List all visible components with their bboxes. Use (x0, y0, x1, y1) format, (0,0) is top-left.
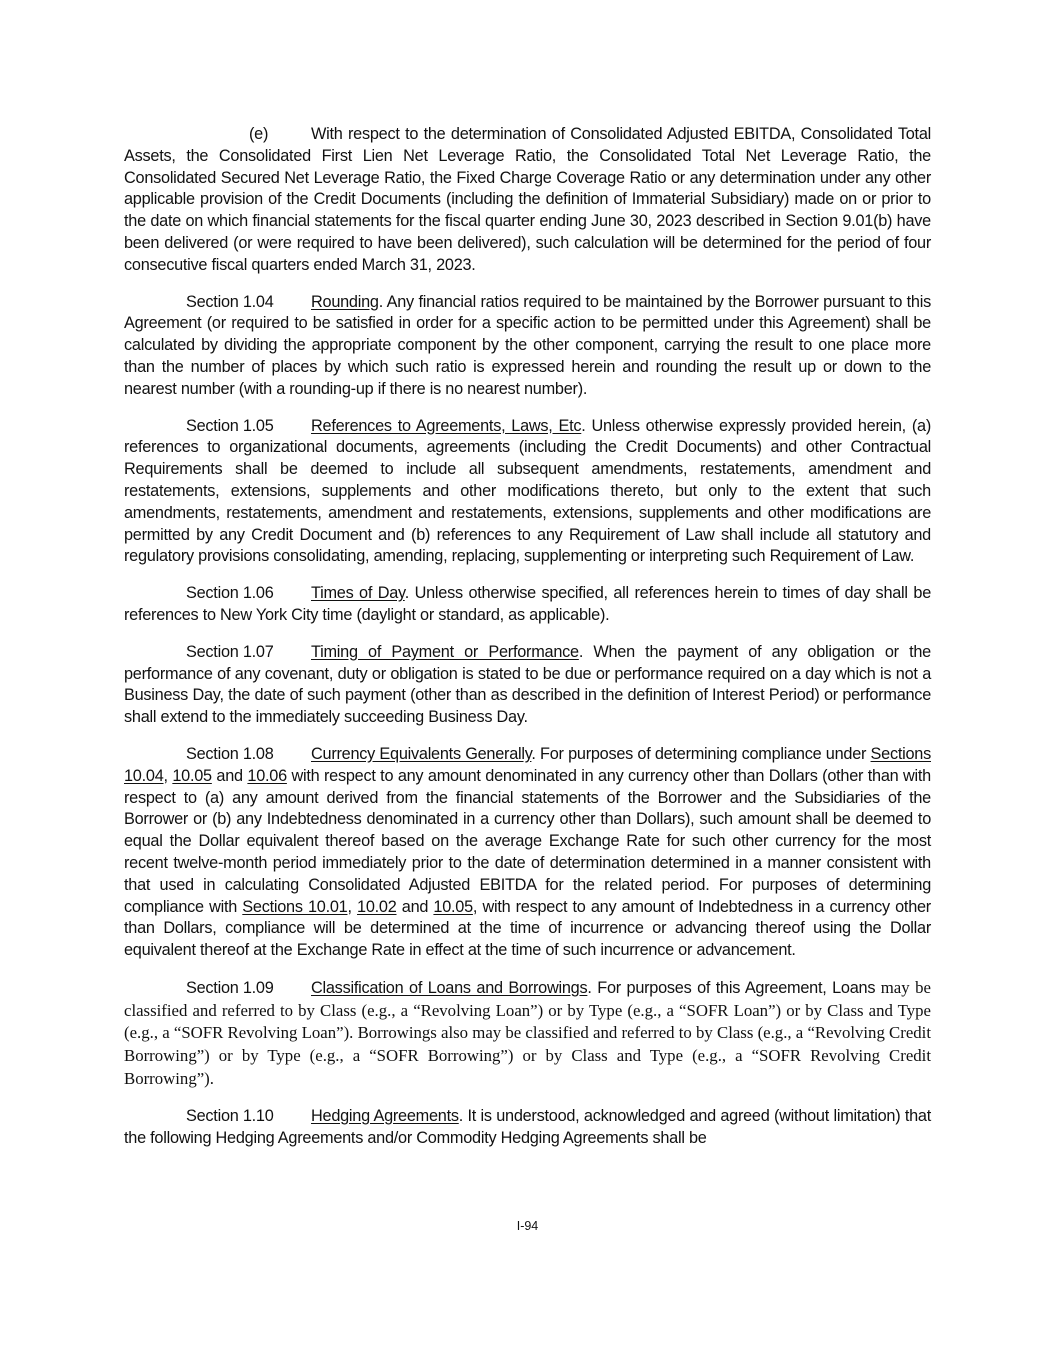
section-title: Currency Equivalents Generally (311, 744, 532, 763)
section-text: . For purposes of this Agreement, Loans (587, 978, 876, 997)
section-number: Section 1.09 (186, 978, 274, 997)
section-number: Section 1.10 (186, 1106, 274, 1125)
section-text: . Any financial ratios required to be maintained by the Borrower pursuant to this Agreement (or required to be satisfied in order for a specific action to be permitted under this Agreement) shall be calculated by dividing the appropriate component by the other component, carrying the result to one place more than the number of places by which such ratio is expressed herein and rounding the result up or down to the nearest number (with a rounding-up if there is no nearest number). (124, 292, 931, 398)
section-text: . Unless otherwise specified, all references herein to times of day shall be references to New York City time (daylight or standard, as applicable). (124, 584, 931, 624)
paragraph-e (124, 124, 931, 277)
paragraph-e-label: (e) (249, 125, 269, 143)
section-title: Times of Day (311, 584, 405, 603)
section-1-04 (124, 292, 931, 401)
cross-reference-link[interactable]: 10.06 (247, 766, 287, 785)
section-text: with respect to any amount denominated in any currency other than Dollars (other than with respect to (a) any amount derived from the financial statements of the Borrower and the Subsidiaries of the Borrower or (b) any Indebtedness denominated in a currency other than Dollars), such amount shall be deemed to equal the Dollar equivalent thereof based on the average Exchange Rate for such other currency for the most recent twelve-month period immediately prior to the date of determination determined in a manner consistent with that used in calculating Consolidated Adjusted EBITDA for the related period. For purposes of determining compliance with (124, 766, 931, 916)
section-title: References to Agreements, Laws, Etc (311, 416, 582, 435)
cross-reference-link[interactable]: 10.02 (357, 897, 397, 916)
section-number: Section 1.06 (186, 584, 274, 603)
document-page (124, 124, 931, 1164)
section-number: Section 1.04 (186, 292, 274, 311)
section-text: and (211, 766, 248, 785)
section-text: . When the payment of any obligation or the performance of any covenant, duty or obligation is stated to be due or performance required on a day which is not a Business Day, the date of such payment (other than as described in the definition of Interest Period) or performance shall extend to the immediately succeeding Business Day. (124, 642, 931, 727)
page-number: I-94 (516, 1219, 539, 1233)
section-title: Hedging Agreements (311, 1106, 459, 1125)
section-1-10 (124, 1106, 931, 1150)
section-text: , (163, 766, 173, 785)
section-title: Classification of Loans and Borrowings (311, 978, 588, 997)
cross-reference-link[interactable]: 10.05 (433, 897, 473, 916)
section-1-08 (124, 744, 931, 962)
section-1-06 (124, 583, 931, 627)
cross-reference-link[interactable]: 10.05 (172, 766, 212, 785)
cross-reference-link[interactable]: Sections 10.01 (242, 897, 348, 916)
section-text: , with respect to any amount of Indebtedness in a currency other than Dollars, compliance will be determined at the time of incurrence or advancing thereof using the Dollar equivalent thereof at the Exchange Rate in effect at the time of such incurrence or advancement. (124, 897, 931, 960)
section-text-serif: may be classified and referred to by Class (e.g., a “Revolving Loan”) or by Type (e.g., a “SOFR Loan”) or by Class and Type (e.g., a “SOFR Revolving Loan”). Borrowings also may be classified and referred to by Class (e.g., a “Revolving Credit Borrowing”) or by Type (e.g., a “SOFR Borrowing”) or by Class and Type (e.g., a “SOFR Revolving Credit Borrowing”). (124, 977, 931, 1089)
section-text: and (396, 897, 434, 916)
section-title: Rounding (311, 292, 379, 311)
paragraph-e-text: With respect to the determination of Consolidated Adjusted EBITDA, Consolidated Total Assets, the Consolidated First Lien Net Leverage Ratio, the Consolidated Total Net Leverage Ratio, the Consolidated Secured Net Leverage Ratio, the Fixed Charge Coverage Ratio or any determination under any other applicable provision of the Credit Documents (including the definition of Immaterial Subsidiary) made on or prior to the date on which financial statements for the fiscal quarter ending June 30, 2023 described in Section 9.01(b) have been delivered (or were required to have been delivered), such calculation will be determined for the period of four consecutive fiscal quarters ended March 31, 2023. (124, 125, 931, 274)
section-1-05 (124, 416, 931, 569)
section-number: Section 1.08 (186, 744, 274, 763)
section-text: . It is understood, acknowledged and agreed (without limitation) that the following Hedging Agreements and/or Commodity Hedging Agreements shall be (124, 1106, 931, 1147)
cross-reference-link[interactable]: Sections 10.04 (124, 744, 931, 785)
section-title: Timing of Payment or Performance (311, 642, 579, 661)
section-1-07 (124, 642, 931, 729)
section-1-09 (124, 977, 931, 1091)
section-text: . Unless otherwise expressly provided herein, (a) references to organizational documents, agreements (including the Credit Documents) and other Contractual Requirements shall be deemed to include all subsequent amendments, restatements, amendment and restatements, extensions, supplements and other modifications thereto, but only to the extent that such amendments, restatements, amendment and restatements, extensions, supplements and other modifications are permitted by any Credit Document and (b) references to any Requirement of Law shall include all statutory and regulatory provisions consolidating, amending, replacing, supplementing or interpreting such Requirement of Law. (124, 416, 931, 566)
section-number: Section 1.05 (186, 416, 274, 435)
section-text: . For purposes of determining compliance under (531, 744, 871, 763)
section-text: , (347, 897, 358, 916)
section-number: Section 1.07 (186, 642, 274, 661)
